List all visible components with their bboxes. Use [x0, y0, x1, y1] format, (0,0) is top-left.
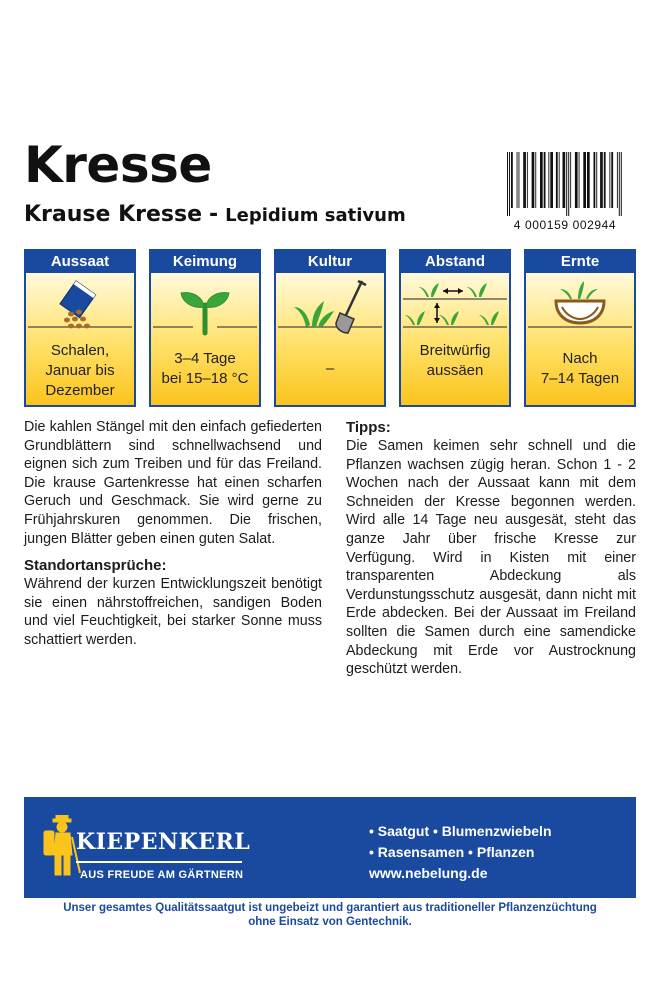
tile-label: Keimung: [151, 251, 259, 273]
tile-label: Kultur: [276, 251, 384, 273]
location-heading: Standortansprüche:: [24, 557, 167, 575]
barcode-bar: [511, 152, 513, 208]
harvest-bowl-icon: [526, 277, 634, 337]
barcode-bar: [594, 152, 596, 208]
brand-url[interactable]: www.nebelung.de: [369, 865, 488, 881]
barcode-bar: [587, 152, 590, 208]
brand-item: • Rasensamen • Pflanzen: [369, 844, 535, 860]
brand-name: KIEPENKERL: [76, 829, 251, 855]
barcode-bar: [517, 152, 518, 208]
barcode-bar: [535, 152, 536, 208]
barcode-bar: [548, 152, 549, 208]
tile-label: Abstand: [401, 251, 509, 273]
barcode-bar: [611, 152, 613, 208]
barcode-bar: [507, 152, 508, 216]
spade-plant-icon: [276, 277, 384, 337]
barcode-bar: [563, 152, 566, 208]
tile-text: Schalen, Januar bis Dezember: [45, 342, 115, 399]
variety-name: Krause Kresse: [24, 202, 203, 227]
spacing-icon: [401, 277, 509, 337]
tile-keimung: [149, 249, 261, 407]
tile-text: Nach 7–14 Tagen: [540, 350, 620, 387]
seed-packet-icon: [26, 277, 134, 337]
barcode-bar: [604, 152, 606, 208]
barcode-bar: [509, 152, 510, 216]
tile-text: –: [325, 360, 335, 377]
tips-text: Die Samen keimen sehr schnell und die Pflanzen wachsen zügig heran. Schon 1 - 2 Wochen nach der Aussaat kann mit dem Schneiden der Kresse begonnen werden. Wird alle 14 Tage neu ausgesät, steht das ganze Jahr über frische Kresse zur Verfügung. Wird in Kisten mit einer transparenten Abdeckung als Verdunstungsschutz ausgesät, dann nicht mit Erde abdecken. Bei der Aussaat im Freiland sollten die Samen durch eine samendicke Abdeckung mit Erde vor Austrocknung geschützt werden.: [346, 438, 636, 678]
barcode-bar: [523, 152, 526, 208]
product-title: Kresse: [24, 136, 212, 194]
product-subtitle: [24, 204, 406, 226]
tile-text: Breitwürfig aussäen: [419, 342, 491, 379]
intro-text: Die kahlen Stängel mit den einfach gefiederten Grundblättern sind schnellwachsend und eignen sich zum Treiben und für das Freiland. Die krause Gartenkresse hat einen scharfen Geruch und Geschmack. Sie wird gerne zu Frühjahrskuren genommen. Die frischen, jungen Blätter geben einen guten Salat.: [24, 419, 322, 547]
brand-product-list: [369, 821, 552, 863]
barcode-bar: [617, 152, 618, 208]
right-column: [346, 418, 636, 679]
barcode-bar: [519, 152, 520, 208]
footer-line: Unser gesamtes Qualitätssaatgut ist ungebeizt und garantiert aus traditioneller Pflanzenzüchtung: [63, 902, 597, 914]
brand-band: [24, 797, 636, 898]
barcode-bar: [532, 152, 535, 208]
barcode-bar: [544, 152, 546, 208]
barcode-bar: [600, 152, 603, 208]
barcode-bar: [609, 152, 610, 208]
brand-underline: [76, 861, 242, 863]
brand-item: • Saatgut • Blumenzwiebeln: [369, 823, 552, 839]
barcode-bar: [579, 152, 580, 208]
barcode-bar: [527, 152, 528, 208]
tile-ernte: [524, 249, 636, 407]
footer-note: [24, 901, 636, 929]
barcode-number: 4 000159 002944: [513, 218, 617, 232]
brand-slogan: AUS FREUDE AM GÄRTNERN: [80, 869, 244, 881]
tile-text: 3–4 Tage bei 15–18 °C: [161, 350, 249, 387]
subtitle-dash: -: [209, 202, 219, 227]
barcode-bar: [621, 152, 622, 216]
barcode-bar: [566, 152, 567, 216]
left-column: [24, 418, 322, 650]
barcode-bar: [556, 152, 558, 208]
barcode-bar: [550, 152, 553, 208]
tile-abstand: [399, 249, 511, 407]
latin-name: Lepidium sativum: [225, 205, 406, 226]
barcode-bar: [559, 152, 560, 208]
barcode-bar: [540, 152, 543, 208]
barcode-bar: [570, 152, 571, 208]
barcode-bar: [596, 152, 597, 208]
tile-kultur: [274, 249, 386, 407]
footer-line: ohne Einsatz von Gentechnik.: [248, 916, 412, 928]
tile-label: Ernte: [526, 251, 634, 273]
sprout-icon: [151, 277, 259, 337]
barcode-bar: [575, 152, 578, 208]
barcode-bar: [619, 152, 620, 216]
tips-heading: Tipps:: [346, 419, 391, 436]
tile-label: Aussaat: [26, 251, 134, 273]
location-text: Während der kurzen Entwicklungszeit benötigt sie einen nährstoffreichen, sandigen Boden und viel Feuchtigkeit, bei starker Sonne muss schattiert werden.: [24, 576, 322, 648]
tile-aussaat: [24, 249, 136, 407]
barcode-bar: [583, 152, 586, 208]
barcode-bar: [568, 152, 569, 216]
info-tiles: [24, 249, 636, 409]
